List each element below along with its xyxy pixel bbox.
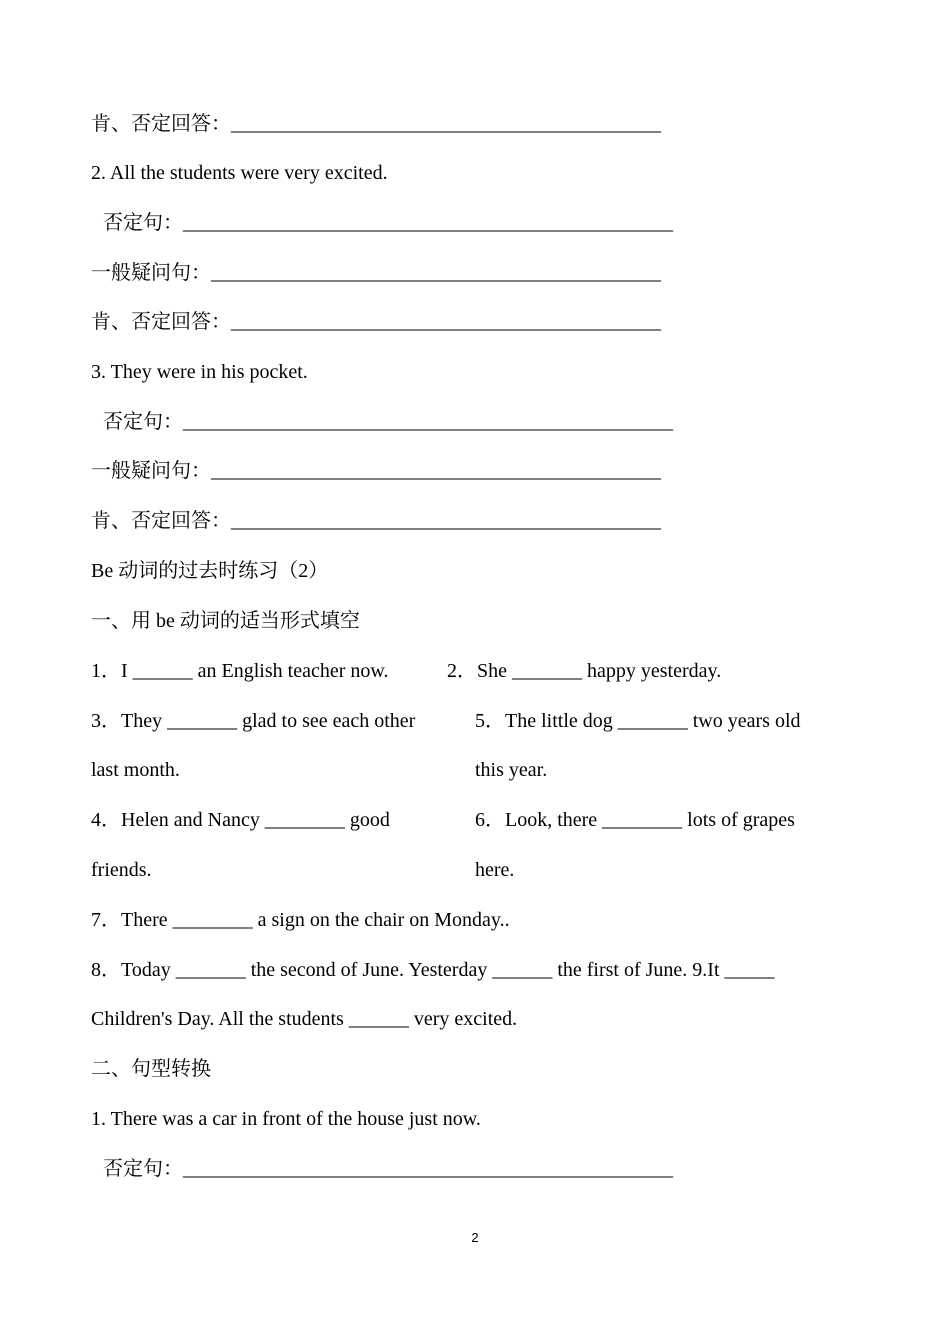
fill-item-5-line2: this year.: [475, 759, 548, 781]
fill-item-6-line1: 6．Look, there ________ lots of grapes: [475, 809, 795, 831]
fill-item-4-line1: 4．Helen and Nancy ________ good: [91, 809, 390, 831]
page-number: 2: [471, 1230, 479, 1245]
section2-heading: 二、句型转换: [91, 1058, 211, 1080]
fill-item-8-line1: 8．Today _______ the second of June. Yesterday ______ the first of June. 9.It _____: [91, 959, 775, 981]
fill-item-7: 7．There ________ a sign on the chair on Monday..: [91, 909, 510, 931]
fill-item-8-line2: Children's Day. All the students ______ very excited.: [91, 1008, 518, 1030]
q3-negative-line: 否定句：_________________________________________________: [103, 411, 673, 433]
s2-q1-negative-line: 否定句：_________________________________________________: [103, 1158, 673, 1180]
fill-item-5-line1: 5．The little dog _______ two years old: [475, 710, 801, 732]
q2-answers-line: 肯、否定回答：___________________________________________: [91, 311, 661, 333]
q1-answers-line: 肯、否定回答：___________________________________________: [91, 113, 661, 135]
fill-item-3-line1: 3．They _______ glad to see each other: [91, 710, 416, 732]
s2-q1-sentence: 1. There was a car in front of the house just now.: [91, 1108, 481, 1130]
fill-item-1: 1．I ______ an English teacher now.: [91, 660, 389, 682]
q3-question-line: 一般疑问句：_____________________________________________: [91, 460, 661, 482]
q3-sentence: 3. They were in his pocket.: [91, 361, 308, 383]
fill-item-2: 2．She _______ happy yesterday.: [447, 660, 722, 682]
practice-title: Be 动词的过去时练习（2）: [91, 560, 329, 582]
fill-item-4-line2: friends.: [91, 859, 152, 881]
fill-item-6-line2: here.: [475, 859, 515, 881]
q2-question-line: 一般疑问句：_____________________________________________: [91, 262, 661, 284]
section1-heading: 一、用 be 动词的适当形式填空: [91, 610, 360, 632]
q2-sentence: 2. All the students were very excited.: [91, 162, 388, 184]
q2-negative-line: 否定句：_________________________________________________: [103, 212, 673, 234]
fill-item-3-line2: last month.: [91, 759, 180, 781]
q3-answers-line: 肯、否定回答：___________________________________________: [91, 510, 661, 532]
